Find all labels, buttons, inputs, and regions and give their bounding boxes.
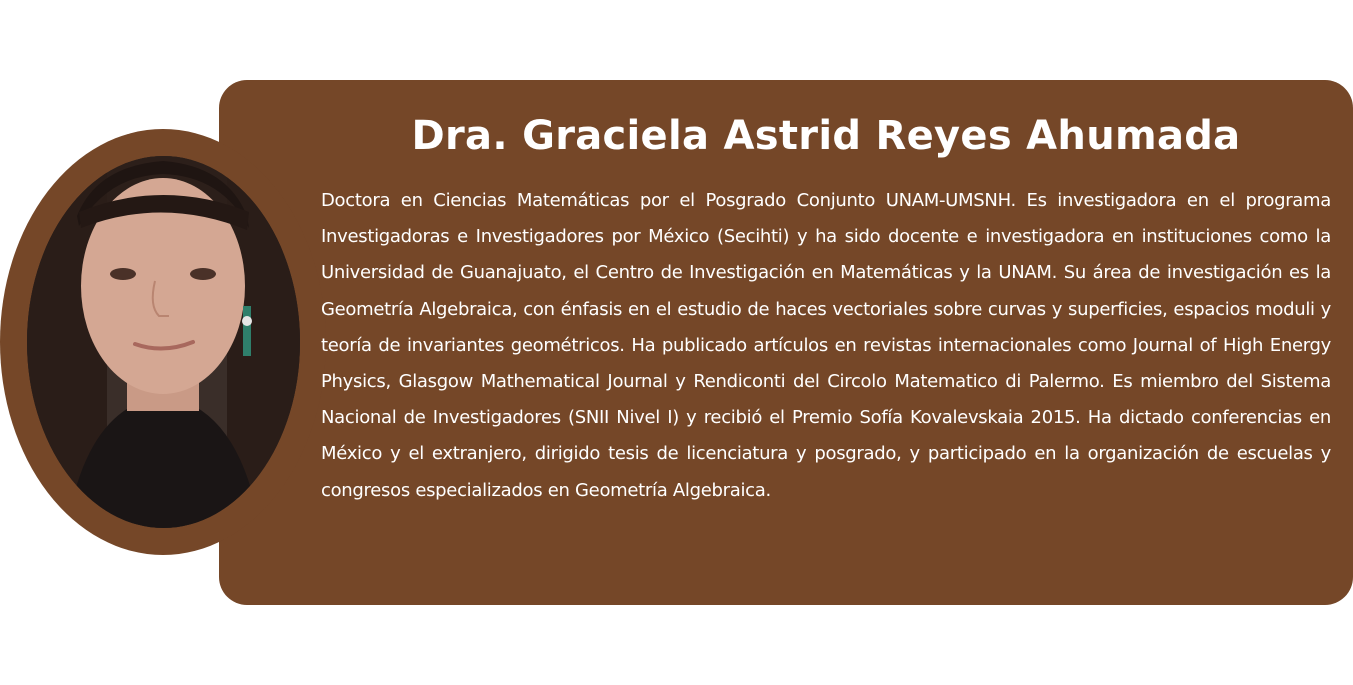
profile-photo	[27, 156, 300, 528]
speaker-bio: Doctora en Ciencias Matemáticas por el Posgrado Conjunto UNAM-UMSNH. Es investigadora en el programa Investigadoras e Investigadores por México (Secihti) y ha sido docente e investigadora en instituciones como la Universidad de Guanajuato, el Centro de Investigación en Matemáticas y la UNAM. Su área de investigación es la Geometría Algebraica, con énfasis en el estudio de haces vectoriales sobre curvas y superficies, espacios moduli y teoría de invariantes geométricos. Ha publicado artículos en revistas internacionales como Journal of High Energy Physics, Glasgow Mathematical Journal y Rendiconti del Circolo Matematico di Palermo. Es miembro del Sistema Nacional de Investigadores (SNII Nivel I) y recibió el Premio Sofía Kovalevskaia 2015. Ha dictado conferencias en México y el extranjero, dirigido tesis de licenciatura y posgrado, y participado en la organización de escuelas y congresos especializados en Geometría Algebraica.	[321, 190, 1331, 501]
speaker-name: Dra. Graciela Astrid Reyes Ahumada	[411, 113, 1241, 159]
